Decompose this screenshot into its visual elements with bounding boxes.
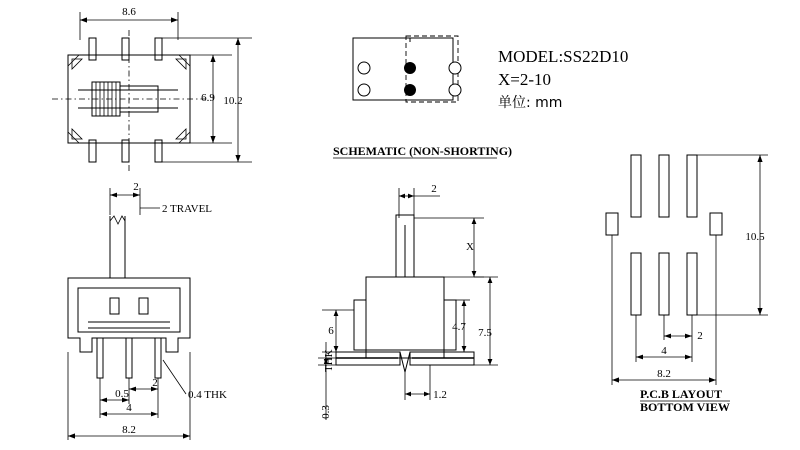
pcb-caption-line1: P.C.B LAYOUT bbox=[640, 387, 723, 401]
side-thk-label: THK bbox=[323, 349, 335, 372]
front-view bbox=[68, 181, 227, 440]
top-outer-height-dim: 10.2 bbox=[223, 95, 243, 107]
top-width-dim: 8.6 bbox=[122, 6, 136, 18]
x-range-label: X=2-10 bbox=[498, 70, 552, 89]
front-pin-pitch-dim: 2 bbox=[152, 377, 158, 389]
pcb-width-dim: 8.2 bbox=[657, 368, 671, 380]
pcb-caption-line2: BOTTOM VIEW bbox=[640, 400, 730, 414]
pcb-mount-hole-left bbox=[606, 213, 618, 235]
front-travel-label: 2 TRAVEL bbox=[162, 203, 213, 215]
pcb-pitch-mid-dim: 4 bbox=[661, 345, 667, 357]
side-foot-dim: 1.2 bbox=[433, 389, 447, 401]
side-view bbox=[318, 183, 498, 420]
schematic-terminal-filled-top bbox=[404, 62, 416, 74]
front-span-dim: 4 bbox=[126, 402, 132, 414]
side-total-height-dim: 7.5 bbox=[478, 327, 492, 339]
side-body-height-dim: 4.7 bbox=[452, 321, 466, 333]
pcb-pads-upper bbox=[631, 155, 697, 217]
schematic-caption: SCHEMATIC (NON-SHORTING) bbox=[333, 144, 513, 158]
front-half-pitch-dim: 0.5 bbox=[115, 388, 129, 400]
side-pin-thk-dim: 0.3 bbox=[320, 405, 332, 419]
top-view bbox=[52, 6, 252, 172]
pcb-layout-view bbox=[606, 155, 768, 414]
front-thickness-label: 0.4 THK bbox=[188, 389, 227, 401]
schematic-terminal-open-right-bottom bbox=[449, 84, 461, 96]
front-travel-dim: 2 bbox=[133, 181, 139, 193]
pcb-pads-lower bbox=[631, 253, 697, 315]
side-pin-length-dim: 6 bbox=[328, 325, 334, 337]
title-block bbox=[498, 47, 628, 111]
model-label: MODEL:SS22D10 bbox=[498, 47, 629, 66]
top-inner-height-dim: 6.9 bbox=[201, 92, 215, 104]
top-pins-upper bbox=[89, 38, 162, 60]
schematic-terminal-filled-bottom bbox=[404, 84, 416, 96]
schematic-view bbox=[333, 36, 512, 158]
side-x-dim: X bbox=[466, 241, 474, 253]
pcb-pitch-small-dim: 2 bbox=[697, 330, 703, 342]
units-label: 单位: mm bbox=[498, 95, 563, 111]
pcb-height-dim: 10.5 bbox=[745, 231, 765, 243]
side-actuator-width-dim: 2 bbox=[431, 183, 437, 195]
schematic-terminal-open-left-bottom bbox=[358, 84, 370, 96]
front-pins bbox=[97, 338, 161, 378]
pcb-mount-hole-right bbox=[710, 213, 722, 235]
schematic-terminal-open-left-top bbox=[358, 62, 370, 74]
front-width-dim: 8.2 bbox=[122, 424, 136, 436]
schematic-terminal-open-right-top bbox=[449, 62, 461, 74]
